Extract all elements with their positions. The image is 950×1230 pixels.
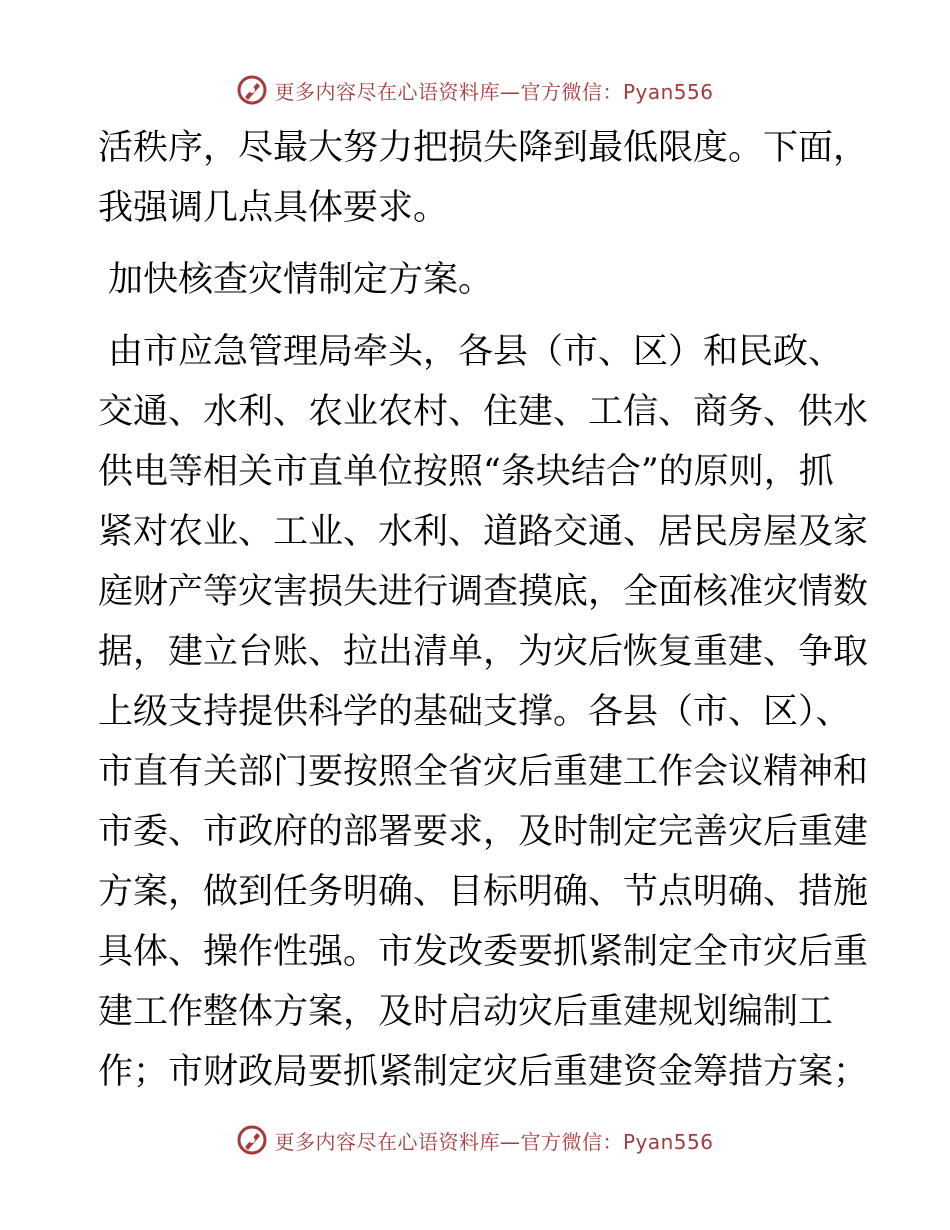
text-line: 庭财产等灾害损失进行调查摸底，全面核准灾情数 xyxy=(98,572,869,612)
paragraph-3 xyxy=(98,322,869,1102)
text-line: 供电等相关市直单位按照“条块结合”的原则，抓 xyxy=(98,452,834,492)
text-line: 具体、操作性强。市发改委要抓紧制定全市灾后重 xyxy=(98,932,869,972)
footer-watermark xyxy=(0,1120,950,1160)
watermark-text: 更多内容尽在心语资料库—官方微信：Pyan556 xyxy=(274,79,714,104)
text-line: 据，建立台账、拉出清单，为灾后恢复重建、争取 xyxy=(98,632,869,672)
header-watermark xyxy=(0,70,950,110)
text-line: 建工作整体方案，及时启动灾后重建规划编制工 xyxy=(98,992,834,1032)
text-line: 我强调几点具体要求。 xyxy=(98,188,449,228)
paragraph-1 xyxy=(98,118,869,238)
document-body xyxy=(98,118,869,1102)
watermark-text: 更多内容尽在心语资料库—官方微信：Pyan556 xyxy=(274,1129,714,1154)
text-line: 紧对农业、工业、水利、道路交通、居民房屋及家 xyxy=(98,512,869,552)
text-line: 市直有关部门要按照全省灾后重建工作会议精神和 xyxy=(98,752,869,792)
section-heading: 加快核查灾情制定方案。 xyxy=(108,260,494,300)
text-line: 作；市财政局要抓紧制定灾后重建资金筹措方案； xyxy=(98,1052,869,1092)
pen-circle-icon xyxy=(236,74,268,106)
text-line: 交通、水利、农业农村、住建、工信、商务、供水 xyxy=(98,392,869,432)
text-line: 活秩序，尽最大努力把损失降到最低限度。下面， xyxy=(98,128,869,168)
text-line: 由市应急管理局牵头，各县（市、区）和民政、 xyxy=(108,332,844,372)
pen-circle-icon xyxy=(236,1124,268,1156)
paragraph-heading xyxy=(98,250,858,310)
text-line: 上级支持提供科学的基础支撑。各县（市、区）、 xyxy=(98,692,851,732)
text-line: 市委、市政府的部署要求，及时制定完善灾后重建 xyxy=(98,812,869,852)
text-line: 方案，做到任务明确、目标明确、节点明确、措施 xyxy=(98,872,869,912)
